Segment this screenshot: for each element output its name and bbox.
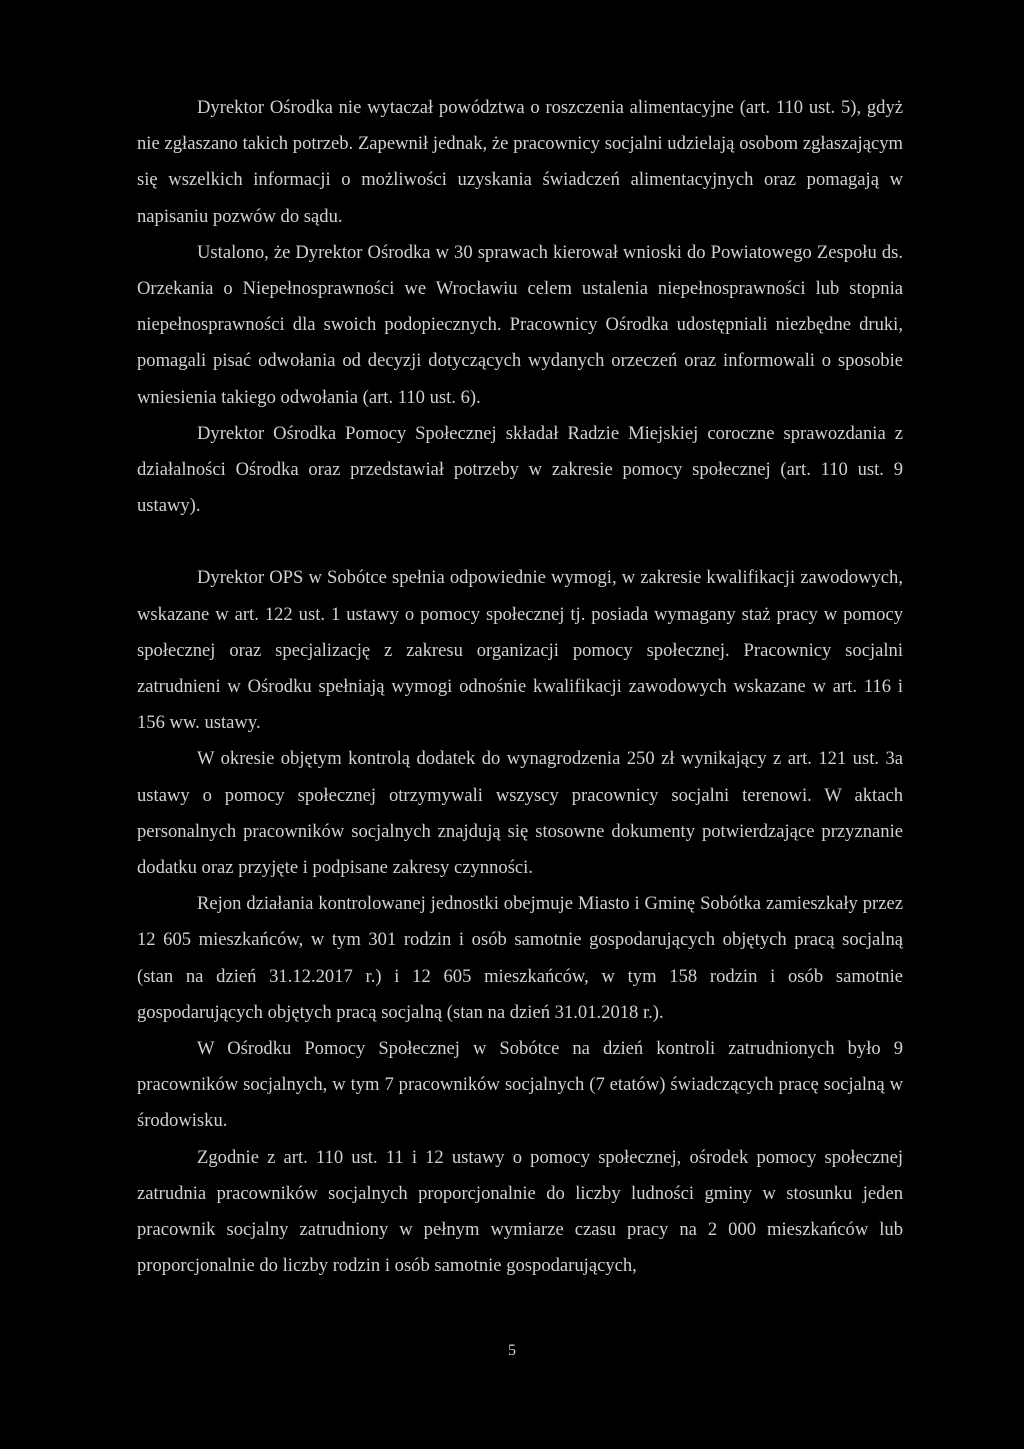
page-number: 5 (508, 1342, 516, 1359)
paragraph-staff-count: W Ośrodku Pomocy Społecznej w Sobótce na dzień kontroli zatrudnionych było 9 pracowników socjalnych, w tym 7 pracowników socjalnych (7 etatów) świadczących pracę socjalną w środowisku. (137, 1038, 903, 1132)
paragraph-alimony-claims: Dyrektor Ośrodka nie wytaczał powództwa o roszczenia alimentacyjne (art. 110 ust. 5), gdyż nie zgłaszano takich potrzeb. Zapewnił jednak, że pracownicy socjalni udzielają osobom zgłaszającym się wszelkich informacji o możliwości uzyskania świadczeń alimentacyjnych oraz pomagają w napisaniu pozwów do sądu. (137, 97, 903, 227)
paragraph-operating-area: Rejon działania kontrolowanej jednostki obejmuje Miasto i Gminę Sobótka zamieszkały przez 12 605 mieszkańców, w tym 301 rodzin i osób samotnie gospodarujących objętych pracą socjalną (stan na dzień 31.12.2017 r.) i 12 605 mieszkańców, w tym 158 rodzin i osób samotnie gospodarujących objętych pracą socjalną (stan na dzień 31.01.2018 r.). (137, 893, 903, 1023)
paragraph-disability-applications: Ustalono, że Dyrektor Ośrodka w 30 sprawach kierował wnioski do Powiatowego Zespołu ds. Orzekania o Niepełnosprawności we Wrocławiu celem ustalenia niepełnosprawności lub stopnia niepełnosprawności dla swoich podopiecznych. Pracownicy Ośrodka udostępniali niezbędne druki, pomagali pisać odwołania od decyzji dotyczących wydanych orzeczeń oraz informowali o sposobie wniesienia takiego odwołania (art. 110 ust. 6). (137, 241, 903, 408)
paragraph-annual-reports: Dyrektor Ośrodka Pomocy Społecznej składał Radzie Miejskiej coroczne sprawozdania z działalności Ośrodka oraz przedstawiał potrzeby w zakresie pomocy społecznej (art. 110 ust. 9 ustawy). (137, 422, 903, 517)
paragraph-director-qualifications: Dyrektor OPS w Sobótce spełnia odpowiednie wymogi, w zakresie kwalifikacji zawodowych, wskazane w art. 122 ust. 1 ustawy o pomocy społecznej tj. posiada wymagany staż pracy w pomocy społecznej oraz specjalizację z zakresu organizacji pomocy społecznej. Pracownicy socjalni zatrudnieni w Ośrodku spełniają wymogi odnośnie kwalifikacji zawodowych wskazane w art. 116 i 156 ww. ustawy. (137, 567, 903, 734)
paragraph-salary-supplement: W okresie objętym kontrolą dodatek do wynagrodzenia 250 zł wynikający z art. 121 ust. 3a ustawy o pomocy społecznej otrzymywali wszyscy pracownicy socjalni terenowi. W aktach personalnych pracowników socjalnych znajdują się stosowne dokumenty potwierdzające przyznanie dodatku oraz przyjęte i podpisane zakresy czynności. (137, 748, 903, 879)
paragraph-staffing-ratio: Zgodnie z art. 110 ust. 11 i 12 ustawy o pomocy społecznej, ośrodek pomocy społecznej zatrudnia pracowników socjalnych proporcjonalnie do liczby ludności gminy w stosunku jeden pracownik socjalny zatrudniony w pełnym wymiarze czasu pracy na 2 000 mieszkańców lub proporcjonalnie do liczby rodzin i osób samotnie gospodarujących, (137, 1146, 903, 1277)
paragraph-spacer (137, 524, 903, 560)
document-page (137, 90, 903, 1285)
